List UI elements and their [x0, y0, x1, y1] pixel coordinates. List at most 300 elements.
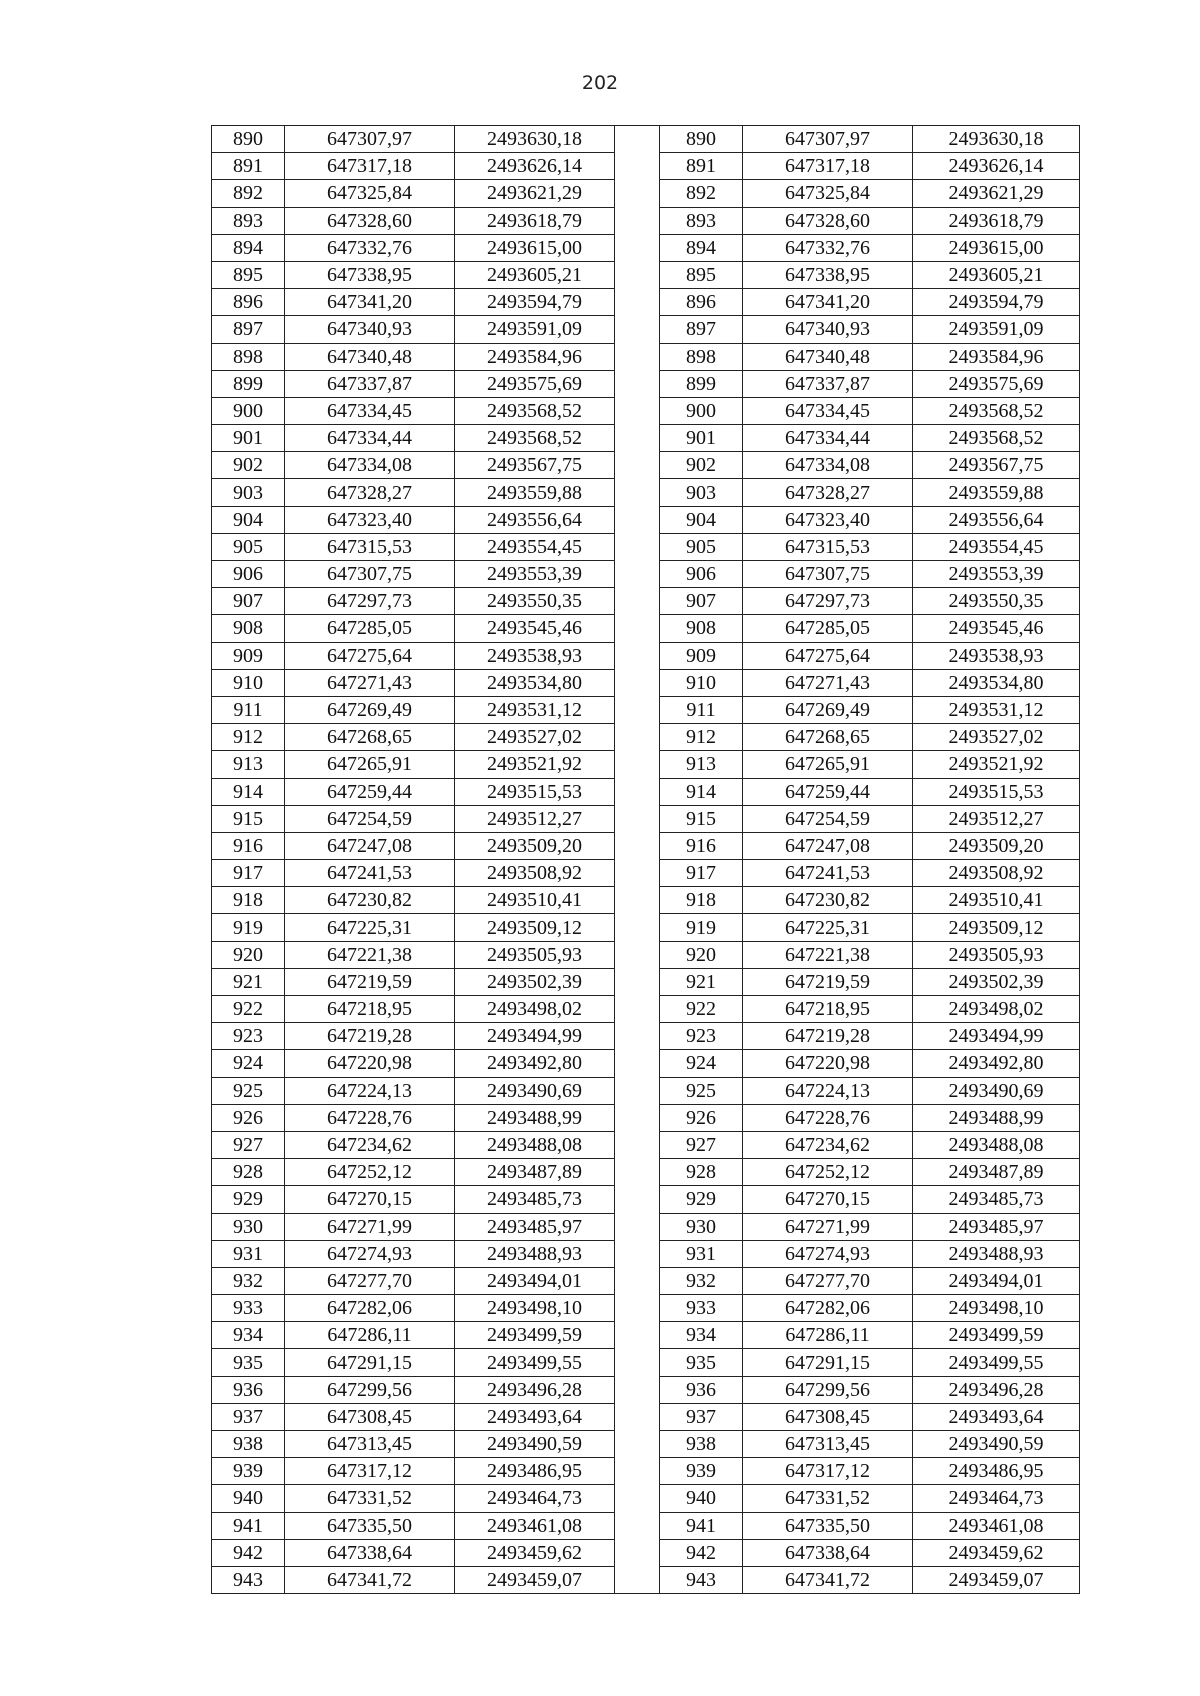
- table-row: [212, 751, 1080, 778]
- left-x-coordinate-cell: 647286,11: [285, 1322, 455, 1349]
- column-gap-cell: [615, 1539, 660, 1566]
- left-x-coordinate-cell: 647277,70: [285, 1267, 455, 1294]
- right-point-number-cell: 941: [660, 1512, 743, 1539]
- right-x-coordinate-cell: 647337,87: [743, 370, 913, 397]
- right-y-coordinate-cell: 2493464,73: [913, 1485, 1080, 1512]
- left-y-coordinate-cell: 2493502,39: [455, 968, 615, 995]
- right-point-number-cell: 916: [660, 832, 743, 859]
- left-point-number-cell: 909: [212, 642, 285, 669]
- right-x-coordinate-cell: 647291,15: [743, 1349, 913, 1376]
- left-point-number-cell: 905: [212, 533, 285, 560]
- left-point-number-cell: 929: [212, 1186, 285, 1213]
- left-point-number-cell: 901: [212, 425, 285, 452]
- table-row: [212, 1539, 1080, 1566]
- left-x-coordinate-cell: 647274,93: [285, 1240, 455, 1267]
- left-y-coordinate-cell: 2493494,99: [455, 1023, 615, 1050]
- right-point-number-cell: 901: [660, 425, 743, 452]
- table-row: [212, 1159, 1080, 1186]
- left-y-coordinate-cell: 2493498,10: [455, 1295, 615, 1322]
- left-point-number-cell: 934: [212, 1322, 285, 1349]
- left-y-coordinate-cell: 2493512,27: [455, 805, 615, 832]
- left-x-coordinate-cell: 647307,75: [285, 561, 455, 588]
- right-point-number-cell: 903: [660, 479, 743, 506]
- right-x-coordinate-cell: 647317,12: [743, 1458, 913, 1485]
- left-y-coordinate-cell: 2493538,93: [455, 642, 615, 669]
- left-x-coordinate-cell: 647299,56: [285, 1376, 455, 1403]
- column-gap-cell: [615, 1104, 660, 1131]
- right-point-number-cell: 932: [660, 1267, 743, 1294]
- right-point-number-cell: 933: [660, 1295, 743, 1322]
- left-x-coordinate-cell: 647285,05: [285, 615, 455, 642]
- left-y-coordinate-cell: 2493492,80: [455, 1050, 615, 1077]
- left-y-coordinate-cell: 2493568,52: [455, 425, 615, 452]
- left-y-coordinate-cell: 2493490,69: [455, 1077, 615, 1104]
- left-y-coordinate-cell: 2493568,52: [455, 397, 615, 424]
- left-y-coordinate-cell: 2493550,35: [455, 588, 615, 615]
- left-y-coordinate-cell: 2493485,73: [455, 1186, 615, 1213]
- column-gap-cell: [615, 1131, 660, 1158]
- left-point-number-cell: 908: [212, 615, 285, 642]
- right-point-number-cell: 919: [660, 914, 743, 941]
- right-y-coordinate-cell: 2493505,93: [913, 941, 1080, 968]
- right-y-coordinate-cell: 2493515,53: [913, 778, 1080, 805]
- column-gap-cell: [615, 724, 660, 751]
- right-point-number-cell: 927: [660, 1131, 743, 1158]
- right-point-number-cell: 907: [660, 588, 743, 615]
- right-x-coordinate-cell: 647219,28: [743, 1023, 913, 1050]
- left-y-coordinate-cell: 2493486,95: [455, 1458, 615, 1485]
- column-gap-cell: [615, 805, 660, 832]
- right-point-number-cell: 912: [660, 724, 743, 751]
- left-point-number-cell: 918: [212, 887, 285, 914]
- right-x-coordinate-cell: 647338,64: [743, 1539, 913, 1566]
- right-x-coordinate-cell: 647221,38: [743, 941, 913, 968]
- table-row: [212, 452, 1080, 479]
- left-x-coordinate-cell: 647225,31: [285, 914, 455, 941]
- column-gap-cell: [615, 1240, 660, 1267]
- column-gap-cell: [615, 261, 660, 288]
- left-x-coordinate-cell: 647241,53: [285, 860, 455, 887]
- right-x-coordinate-cell: 647224,13: [743, 1077, 913, 1104]
- right-y-coordinate-cell: 2493553,39: [913, 561, 1080, 588]
- left-point-number-cell: 924: [212, 1050, 285, 1077]
- left-y-coordinate-cell: 2493488,93: [455, 1240, 615, 1267]
- column-gap-cell: [615, 479, 660, 506]
- right-x-coordinate-cell: 647308,45: [743, 1403, 913, 1430]
- column-gap-cell: [615, 180, 660, 207]
- right-x-coordinate-cell: 647275,64: [743, 642, 913, 669]
- table-row: [212, 860, 1080, 887]
- right-y-coordinate-cell: 2493568,52: [913, 397, 1080, 424]
- column-gap-cell: [615, 1431, 660, 1458]
- coordinates-table-container: [211, 125, 1079, 1592]
- right-point-number-cell: 928: [660, 1159, 743, 1186]
- left-y-coordinate-cell: 2493508,92: [455, 860, 615, 887]
- table-row: [212, 1403, 1080, 1430]
- right-x-coordinate-cell: 647315,53: [743, 533, 913, 560]
- left-x-coordinate-cell: 647341,72: [285, 1566, 455, 1593]
- right-point-number-cell: 913: [660, 751, 743, 778]
- table-row: [212, 425, 1080, 452]
- left-point-number-cell: 894: [212, 234, 285, 261]
- left-point-number-cell: 907: [212, 588, 285, 615]
- right-point-number-cell: 890: [660, 126, 743, 153]
- left-y-coordinate-cell: 2493626,14: [455, 153, 615, 180]
- left-x-coordinate-cell: 647254,59: [285, 805, 455, 832]
- column-gap-cell: [615, 1512, 660, 1539]
- column-gap-cell: [615, 642, 660, 669]
- right-point-number-cell: 938: [660, 1431, 743, 1458]
- column-gap-cell: [615, 452, 660, 479]
- right-y-coordinate-cell: 2493567,75: [913, 452, 1080, 479]
- left-x-coordinate-cell: 647219,28: [285, 1023, 455, 1050]
- table-row: [212, 1485, 1080, 1512]
- right-y-coordinate-cell: 2493486,95: [913, 1458, 1080, 1485]
- right-x-coordinate-cell: 647271,99: [743, 1213, 913, 1240]
- table-row: [212, 996, 1080, 1023]
- left-point-number-cell: 928: [212, 1159, 285, 1186]
- column-gap-cell: [615, 887, 660, 914]
- column-gap-cell: [615, 1349, 660, 1376]
- right-x-coordinate-cell: 647317,18: [743, 153, 913, 180]
- right-point-number-cell: 936: [660, 1376, 743, 1403]
- left-y-coordinate-cell: 2493531,12: [455, 696, 615, 723]
- right-y-coordinate-cell: 2493538,93: [913, 642, 1080, 669]
- left-point-number-cell: 936: [212, 1376, 285, 1403]
- right-point-number-cell: 929: [660, 1186, 743, 1213]
- table-row: [212, 397, 1080, 424]
- table-row: [212, 506, 1080, 533]
- table-row: [212, 615, 1080, 642]
- page-number: 202: [581, 72, 619, 94]
- right-x-coordinate-cell: 647286,11: [743, 1322, 913, 1349]
- right-x-coordinate-cell: 647297,73: [743, 588, 913, 615]
- left-x-coordinate-cell: 647317,12: [285, 1458, 455, 1485]
- right-point-number-cell: 922: [660, 996, 743, 1023]
- left-x-coordinate-cell: 647224,13: [285, 1077, 455, 1104]
- right-y-coordinate-cell: 2493488,99: [913, 1104, 1080, 1131]
- left-y-coordinate-cell: 2493534,80: [455, 669, 615, 696]
- left-x-coordinate-cell: 647337,87: [285, 370, 455, 397]
- left-y-coordinate-cell: 2493487,89: [455, 1159, 615, 1186]
- right-x-coordinate-cell: 647334,45: [743, 397, 913, 424]
- left-y-coordinate-cell: 2493567,75: [455, 452, 615, 479]
- left-point-number-cell: 917: [212, 860, 285, 887]
- right-point-number-cell: 895: [660, 261, 743, 288]
- left-x-coordinate-cell: 647308,45: [285, 1403, 455, 1430]
- table-row: [212, 153, 1080, 180]
- left-point-number-cell: 902: [212, 452, 285, 479]
- left-x-coordinate-cell: 647325,84: [285, 180, 455, 207]
- left-x-coordinate-cell: 647275,64: [285, 642, 455, 669]
- left-y-coordinate-cell: 2493515,53: [455, 778, 615, 805]
- column-gap-cell: [615, 1566, 660, 1593]
- table-row: [212, 126, 1080, 153]
- left-x-coordinate-cell: 647328,27: [285, 479, 455, 506]
- table-row: [212, 832, 1080, 859]
- right-point-number-cell: 924: [660, 1050, 743, 1077]
- right-x-coordinate-cell: 647335,50: [743, 1512, 913, 1539]
- right-y-coordinate-cell: 2493496,28: [913, 1376, 1080, 1403]
- right-y-coordinate-cell: 2493605,21: [913, 261, 1080, 288]
- left-y-coordinate-cell: 2493490,59: [455, 1431, 615, 1458]
- left-point-number-cell: 899: [212, 370, 285, 397]
- left-point-number-cell: 926: [212, 1104, 285, 1131]
- left-x-coordinate-cell: 647313,45: [285, 1431, 455, 1458]
- right-y-coordinate-cell: 2493615,00: [913, 234, 1080, 261]
- left-x-coordinate-cell: 647341,20: [285, 289, 455, 316]
- column-gap-cell: [615, 1267, 660, 1294]
- left-point-number-cell: 942: [212, 1539, 285, 1566]
- left-point-number-cell: 912: [212, 724, 285, 751]
- left-x-coordinate-cell: 647259,44: [285, 778, 455, 805]
- right-point-number-cell: 921: [660, 968, 743, 995]
- table-row: [212, 696, 1080, 723]
- right-x-coordinate-cell: 647338,95: [743, 261, 913, 288]
- right-x-coordinate-cell: 647228,76: [743, 1104, 913, 1131]
- right-x-coordinate-cell: 647334,08: [743, 452, 913, 479]
- column-gap-cell: [615, 234, 660, 261]
- left-y-coordinate-cell: 2493461,08: [455, 1512, 615, 1539]
- left-point-number-cell: 896: [212, 289, 285, 316]
- left-point-number-cell: 938: [212, 1431, 285, 1458]
- table-row: [212, 778, 1080, 805]
- left-point-number-cell: 906: [212, 561, 285, 588]
- table-row: [212, 1023, 1080, 1050]
- column-gap-cell: [615, 207, 660, 234]
- right-point-number-cell: 914: [660, 778, 743, 805]
- left-x-coordinate-cell: 647297,73: [285, 588, 455, 615]
- right-point-number-cell: 899: [660, 370, 743, 397]
- column-gap-cell: [615, 153, 660, 180]
- right-point-number-cell: 906: [660, 561, 743, 588]
- left-point-number-cell: 933: [212, 1295, 285, 1322]
- left-point-number-cell: 927: [212, 1131, 285, 1158]
- right-x-coordinate-cell: 647254,59: [743, 805, 913, 832]
- right-y-coordinate-cell: 2493584,96: [913, 343, 1080, 370]
- right-y-coordinate-cell: 2493459,07: [913, 1566, 1080, 1593]
- right-point-number-cell: 926: [660, 1104, 743, 1131]
- right-y-coordinate-cell: 2493527,02: [913, 724, 1080, 751]
- right-y-coordinate-cell: 2493531,12: [913, 696, 1080, 723]
- table-row: [212, 1431, 1080, 1458]
- coordinates-table: [211, 125, 1080, 1594]
- right-y-coordinate-cell: 2493499,55: [913, 1349, 1080, 1376]
- left-point-number-cell: 913: [212, 751, 285, 778]
- right-point-number-cell: 923: [660, 1023, 743, 1050]
- left-x-coordinate-cell: 647335,50: [285, 1512, 455, 1539]
- right-point-number-cell: 892: [660, 180, 743, 207]
- column-gap-cell: [615, 126, 660, 153]
- right-y-coordinate-cell: 2493559,88: [913, 479, 1080, 506]
- table-row: [212, 1077, 1080, 1104]
- left-point-number-cell: 915: [212, 805, 285, 832]
- column-gap-cell: [615, 832, 660, 859]
- left-y-coordinate-cell: 2493605,21: [455, 261, 615, 288]
- right-point-number-cell: 908: [660, 615, 743, 642]
- table-row: [212, 289, 1080, 316]
- right-x-coordinate-cell: 647340,48: [743, 343, 913, 370]
- table-row: [212, 261, 1080, 288]
- right-x-coordinate-cell: 647285,05: [743, 615, 913, 642]
- right-y-coordinate-cell: 2493488,93: [913, 1240, 1080, 1267]
- column-gap-cell: [615, 778, 660, 805]
- right-point-number-cell: 900: [660, 397, 743, 424]
- left-y-coordinate-cell: 2493509,20: [455, 832, 615, 859]
- right-x-coordinate-cell: 647299,56: [743, 1376, 913, 1403]
- right-y-coordinate-cell: 2493494,99: [913, 1023, 1080, 1050]
- right-x-coordinate-cell: 647220,98: [743, 1050, 913, 1077]
- left-x-coordinate-cell: 647334,08: [285, 452, 455, 479]
- left-x-coordinate-cell: 647230,82: [285, 887, 455, 914]
- right-x-coordinate-cell: 647307,97: [743, 126, 913, 153]
- left-y-coordinate-cell: 2493459,07: [455, 1566, 615, 1593]
- table-row: [212, 642, 1080, 669]
- right-y-coordinate-cell: 2493556,64: [913, 506, 1080, 533]
- left-x-coordinate-cell: 647220,98: [285, 1050, 455, 1077]
- table-row: [212, 1295, 1080, 1322]
- left-point-number-cell: 919: [212, 914, 285, 941]
- right-x-coordinate-cell: 647247,08: [743, 832, 913, 859]
- left-point-number-cell: 937: [212, 1403, 285, 1430]
- right-point-number-cell: 939: [660, 1458, 743, 1485]
- left-x-coordinate-cell: 647247,08: [285, 832, 455, 859]
- left-y-coordinate-cell: 2493615,00: [455, 234, 615, 261]
- right-x-coordinate-cell: 647341,72: [743, 1566, 913, 1593]
- right-x-coordinate-cell: 647218,95: [743, 996, 913, 1023]
- column-gap-cell: [615, 1485, 660, 1512]
- right-x-coordinate-cell: 647282,06: [743, 1295, 913, 1322]
- right-point-number-cell: 896: [660, 289, 743, 316]
- table-row: [212, 1458, 1080, 1485]
- column-gap-cell: [615, 506, 660, 533]
- right-x-coordinate-cell: 647332,76: [743, 234, 913, 261]
- table-row: [212, 887, 1080, 914]
- left-x-coordinate-cell: 647265,91: [285, 751, 455, 778]
- right-x-coordinate-cell: 647328,27: [743, 479, 913, 506]
- left-x-coordinate-cell: 647334,45: [285, 397, 455, 424]
- column-gap-cell: [615, 914, 660, 941]
- column-gap-cell: [615, 425, 660, 452]
- right-y-coordinate-cell: 2493461,08: [913, 1512, 1080, 1539]
- right-point-number-cell: 909: [660, 642, 743, 669]
- right-point-number-cell: 943: [660, 1566, 743, 1593]
- right-y-coordinate-cell: 2493626,14: [913, 153, 1080, 180]
- column-gap-cell: [615, 1458, 660, 1485]
- left-point-number-cell: 900: [212, 397, 285, 424]
- right-y-coordinate-cell: 2493630,18: [913, 126, 1080, 153]
- left-point-number-cell: 940: [212, 1485, 285, 1512]
- left-x-coordinate-cell: 647221,38: [285, 941, 455, 968]
- table-row: [212, 533, 1080, 560]
- left-y-coordinate-cell: 2493621,29: [455, 180, 615, 207]
- left-y-coordinate-cell: 2493499,59: [455, 1322, 615, 1349]
- left-point-number-cell: 910: [212, 669, 285, 696]
- left-x-coordinate-cell: 647269,49: [285, 696, 455, 723]
- table-row: [212, 968, 1080, 995]
- left-point-number-cell: 904: [212, 506, 285, 533]
- left-y-coordinate-cell: 2493521,92: [455, 751, 615, 778]
- left-point-number-cell: 930: [212, 1213, 285, 1240]
- column-gap-cell: [615, 1050, 660, 1077]
- right-point-number-cell: 917: [660, 860, 743, 887]
- left-x-coordinate-cell: 647340,93: [285, 316, 455, 343]
- left-y-coordinate-cell: 2493559,88: [455, 479, 615, 506]
- right-y-coordinate-cell: 2493550,35: [913, 588, 1080, 615]
- right-x-coordinate-cell: 647313,45: [743, 1431, 913, 1458]
- right-x-coordinate-cell: 647325,84: [743, 180, 913, 207]
- left-x-coordinate-cell: 647323,40: [285, 506, 455, 533]
- right-x-coordinate-cell: 647234,62: [743, 1131, 913, 1158]
- left-x-coordinate-cell: 647340,48: [285, 343, 455, 370]
- table-row: [212, 1050, 1080, 1077]
- right-y-coordinate-cell: 2493498,10: [913, 1295, 1080, 1322]
- column-gap-cell: [615, 941, 660, 968]
- left-point-number-cell: 922: [212, 996, 285, 1023]
- left-point-number-cell: 895: [212, 261, 285, 288]
- right-y-coordinate-cell: 2493492,80: [913, 1050, 1080, 1077]
- left-y-coordinate-cell: 2493498,02: [455, 996, 615, 1023]
- right-y-coordinate-cell: 2493510,41: [913, 887, 1080, 914]
- table-row: [212, 669, 1080, 696]
- left-point-number-cell: 891: [212, 153, 285, 180]
- left-y-coordinate-cell: 2493485,97: [455, 1213, 615, 1240]
- right-point-number-cell: 910: [660, 669, 743, 696]
- table-row: [212, 588, 1080, 615]
- left-x-coordinate-cell: 647271,43: [285, 669, 455, 696]
- left-x-coordinate-cell: 647270,15: [285, 1186, 455, 1213]
- table-row: [212, 207, 1080, 234]
- left-y-coordinate-cell: 2493594,79: [455, 289, 615, 316]
- right-x-coordinate-cell: 647328,60: [743, 207, 913, 234]
- left-point-number-cell: 898: [212, 343, 285, 370]
- table-row: [212, 1512, 1080, 1539]
- table-row: [212, 479, 1080, 506]
- table-row: [212, 805, 1080, 832]
- right-point-number-cell: 897: [660, 316, 743, 343]
- right-point-number-cell: 942: [660, 1539, 743, 1566]
- left-point-number-cell: 943: [212, 1566, 285, 1593]
- right-point-number-cell: 934: [660, 1322, 743, 1349]
- column-gap-cell: [615, 1186, 660, 1213]
- column-gap-cell: [615, 561, 660, 588]
- right-point-number-cell: 894: [660, 234, 743, 261]
- column-gap-cell: [615, 588, 660, 615]
- right-y-coordinate-cell: 2493512,27: [913, 805, 1080, 832]
- right-point-number-cell: 904: [660, 506, 743, 533]
- left-point-number-cell: 892: [212, 180, 285, 207]
- right-y-coordinate-cell: 2493509,12: [913, 914, 1080, 941]
- left-y-coordinate-cell: 2493527,02: [455, 724, 615, 751]
- left-y-coordinate-cell: 2493554,45: [455, 533, 615, 560]
- right-point-number-cell: 918: [660, 887, 743, 914]
- right-x-coordinate-cell: 647241,53: [743, 860, 913, 887]
- right-y-coordinate-cell: 2493490,59: [913, 1431, 1080, 1458]
- column-gap-cell: [615, 751, 660, 778]
- left-y-coordinate-cell: 2493618,79: [455, 207, 615, 234]
- left-x-coordinate-cell: 647219,59: [285, 968, 455, 995]
- column-gap-cell: [615, 533, 660, 560]
- right-y-coordinate-cell: 2493499,59: [913, 1322, 1080, 1349]
- left-x-coordinate-cell: 647228,76: [285, 1104, 455, 1131]
- column-gap-cell: [615, 1322, 660, 1349]
- left-x-coordinate-cell: 647234,62: [285, 1131, 455, 1158]
- left-y-coordinate-cell: 2493575,69: [455, 370, 615, 397]
- column-gap-cell: [615, 1376, 660, 1403]
- left-point-number-cell: 890: [212, 126, 285, 153]
- left-y-coordinate-cell: 2493499,55: [455, 1349, 615, 1376]
- left-x-coordinate-cell: 647282,06: [285, 1295, 455, 1322]
